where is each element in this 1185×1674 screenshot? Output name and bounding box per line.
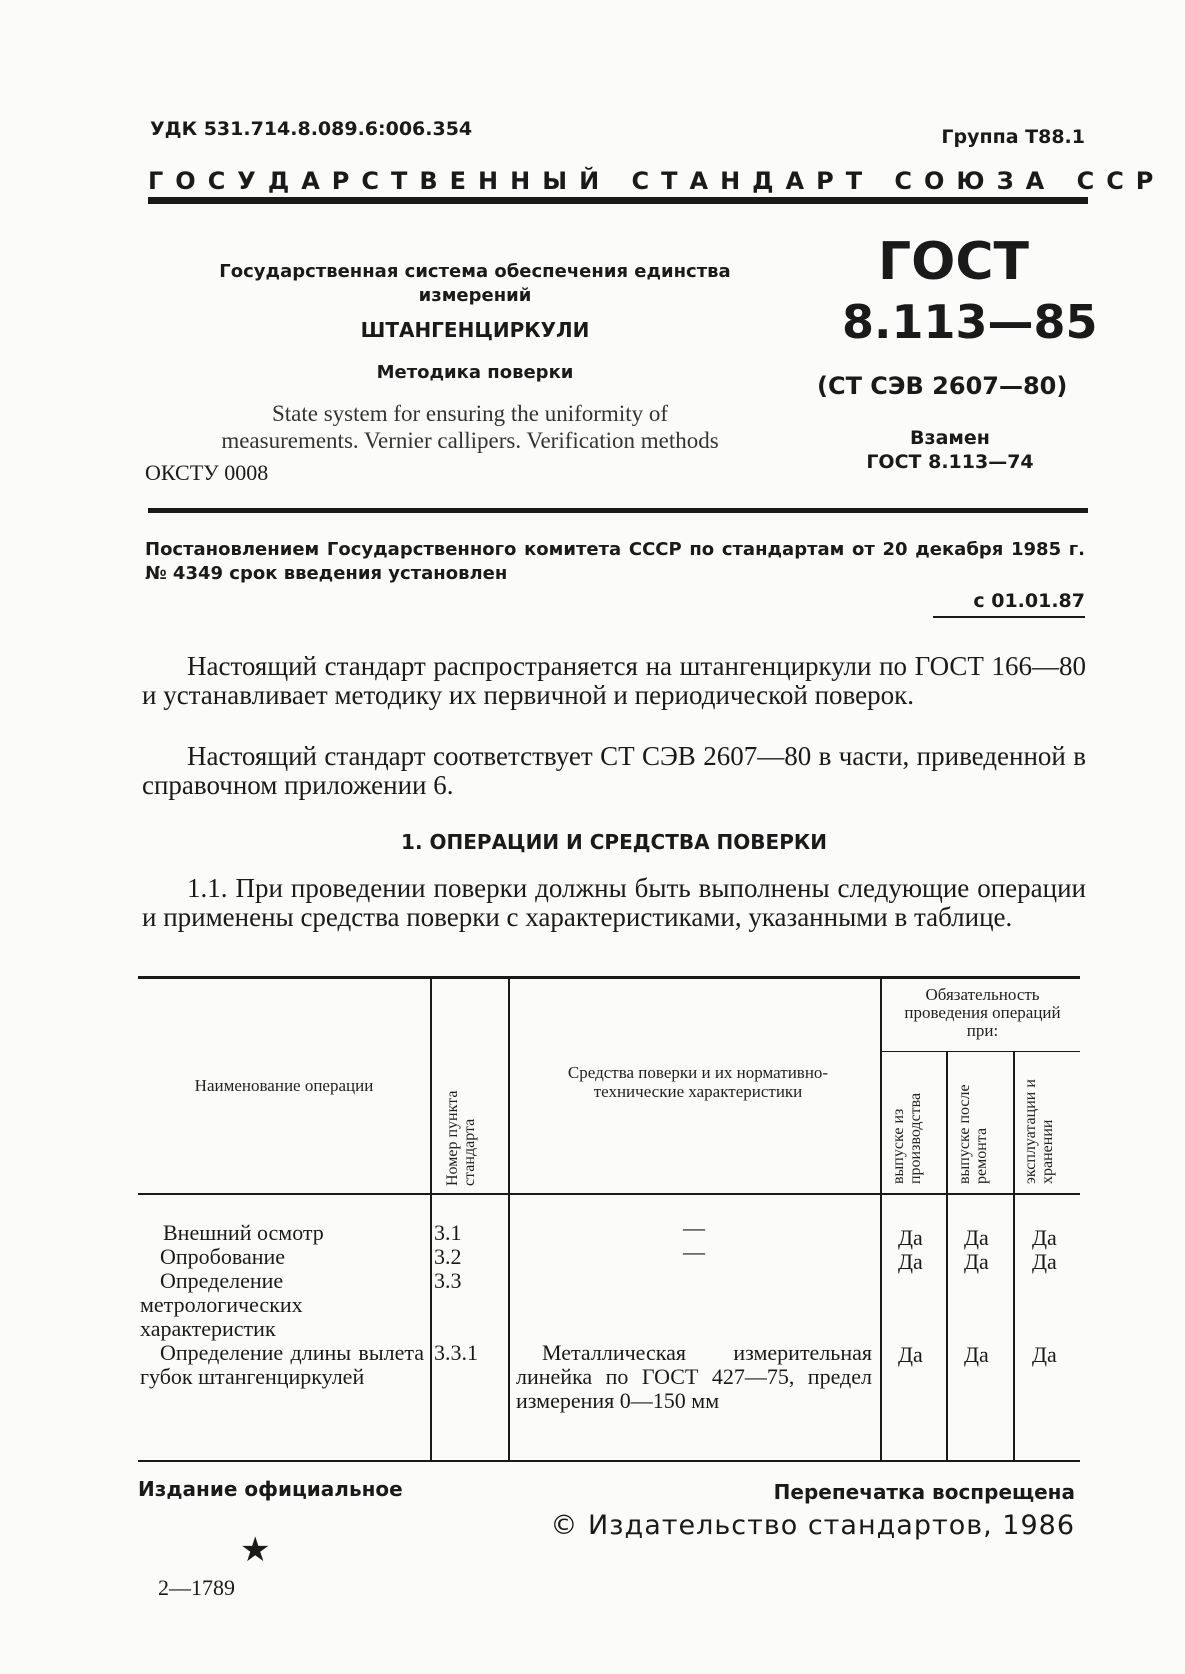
header-mandatory: Обязательность проведения операций при: — [904, 985, 1061, 1040]
system-title — [190, 260, 760, 308]
conformity-paragraph: Настоящий стандарт соответствует СТ СЭВ 2607—80 в части, приведенной в справочном приложении 6. — [142, 741, 1086, 800]
header-operation-storage: эксплуатации и хранении — [1022, 1079, 1056, 1184]
english-title-line1: State system for ensuring the uniformity of — [271, 401, 669, 426]
scope-paragraph: Настоящий стандарт распространяется на штангенциркули по ГОСТ 166—80 и устанавливает методику их первичной и периодической поверок. — [142, 651, 1086, 710]
st-sev-number: (СТ СЭВ 2607—80) — [817, 372, 1068, 400]
row2-clause: 3.2 — [434, 1244, 462, 1269]
col-divider-3 — [880, 976, 882, 1460]
replaces-label: Взамен — [910, 427, 990, 449]
row4-repair: Да — [964, 1342, 989, 1367]
row4-operation: Определение длины вылета губок штангенциркулей — [140, 1340, 424, 1389]
english-title-line2: measurements. Vernier callipers. Verification methods — [221, 428, 719, 453]
replaces-block — [855, 426, 1045, 474]
table-bottom-rule — [138, 1460, 1080, 1462]
system-title-line2: измерений — [418, 285, 532, 306]
star-icon: ★ — [240, 1532, 271, 1569]
system-title-line1: Государственная система обеспечения единства — [219, 261, 731, 282]
row2-release: Да — [898, 1249, 923, 1274]
row1-repair: Да — [964, 1225, 989, 1250]
mandatory-subheader-rule — [880, 1051, 1080, 1052]
row4-release: Да — [898, 1342, 923, 1367]
effective-date: с 01.01.87 — [933, 590, 1085, 618]
standard-name: ШТАНГЕНЦИРКУЛИ — [360, 318, 590, 342]
row3-clause: 3.3 — [434, 1268, 462, 1293]
okstu-code: ОКСТУ 0008 — [145, 460, 269, 485]
operations-table — [138, 976, 1080, 1462]
group-code: Группа Т88.1 — [941, 126, 1085, 148]
decree-text: Постановлением Государственного комитета СССР по стандартам от 20 декабря 1985 г. № 4349 срок введения установлен — [145, 539, 1085, 584]
row2-operation: Опробование — [160, 1244, 286, 1269]
row3-operation: Определение метрологических характеристик — [140, 1268, 303, 1341]
row2-repair: Да — [964, 1249, 989, 1274]
row1-means: — — [683, 1215, 705, 1240]
reprint-prohibited: Перепечатка воспрещена — [773, 1480, 1075, 1504]
title-rule — [148, 508, 1088, 513]
table-header-rule — [138, 1193, 1080, 1195]
row1-storage: Да — [1032, 1225, 1057, 1250]
header-rule — [148, 197, 1088, 204]
row2-storage: Да — [1032, 1249, 1057, 1274]
official-edition: Издание официальное — [138, 1477, 403, 1501]
col-divider-4 — [946, 1051, 948, 1460]
clause-1-1-paragraph: 1.1. При проведении поверки должны быть выполнены следующие операции и применены средства поверки с характеристиками, указанными в таблице. — [142, 873, 1086, 932]
col-divider-5 — [1013, 1051, 1015, 1460]
print-order-number: 2—1789 — [158, 1575, 235, 1600]
gost-number: 8.113—85 — [842, 295, 1098, 349]
row4-storage: Да — [1032, 1342, 1057, 1367]
row1-release: Да — [898, 1225, 923, 1250]
replaced-gost: ГОСТ 8.113—74 — [866, 451, 1034, 473]
udk-code: УДК 531.714.8.089.6:006.354 — [150, 118, 473, 140]
standard-subtitle: Методика поверки — [376, 362, 574, 383]
gost-label: ГОСТ — [878, 232, 1029, 292]
english-title — [160, 400, 780, 454]
row2-means: — — [683, 1239, 705, 1264]
row1-clause: 3.1 — [434, 1220, 462, 1245]
header-clause: Номер пункта стандарта — [444, 1090, 478, 1186]
header-operation: Наименование операции — [194, 1076, 374, 1095]
table-top-rule — [138, 976, 1080, 979]
header-means: Средства поверки и их нормативно-технические характеристики — [567, 1063, 829, 1101]
header-after-repair: выпуске после ремонта — [956, 1084, 990, 1184]
section-title: 1. ОПЕРАЦИИ И СРЕДСТВА ПОВЕРКИ — [401, 830, 827, 854]
copyright: © Издательство стандартов, 1986 — [550, 1510, 1075, 1541]
state-standard-heading: ГОСУДАРСТВЕННЫЙ СТАНДАРТ СОЮЗА ССР — [148, 167, 1166, 195]
row4-clause: 3.3.1 — [434, 1340, 478, 1365]
row4-means: Металлическая измерительная линейка по ГОСТ 427—75, предел измерения 0—150 мм — [516, 1340, 872, 1413]
col-divider-2 — [508, 976, 510, 1460]
header-release: выпуске из производства — [890, 1092, 924, 1184]
row1-operation: Внешний осмотр — [163, 1220, 324, 1245]
col-divider-1 — [430, 976, 432, 1460]
